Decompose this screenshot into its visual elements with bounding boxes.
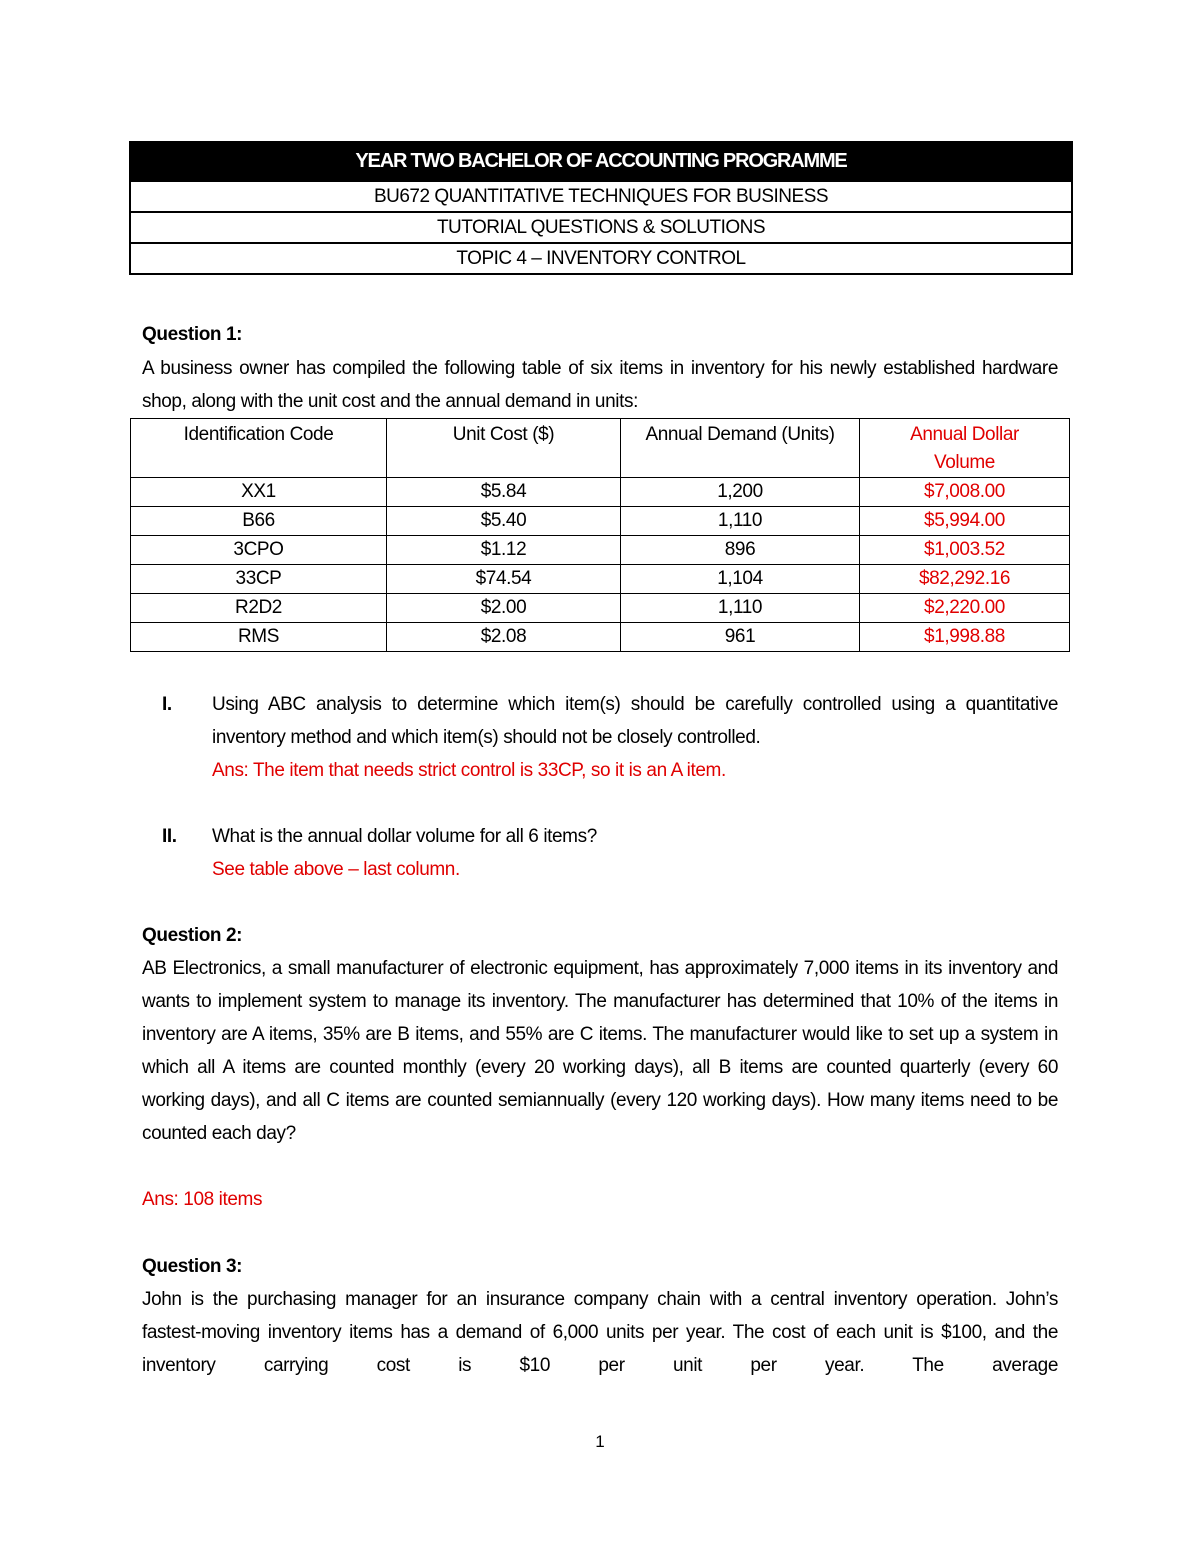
part-text: Using ABC analysis to determine which item(s) should be carefully controlled using a quantitative inventory method and which item(s) should not be closely controlled. [212, 694, 1058, 748]
programme-title: YEAR TWO BACHELOR OF ACCOUNTING PROGRAMME [131, 143, 1071, 180]
unit-cost: $2.00 [387, 594, 621, 623]
annual-demand: 1,104 [621, 565, 860, 594]
annual-demand: 1,110 [621, 594, 860, 623]
q2-answer: Ans: 108 items [142, 1189, 263, 1210]
part-number: I. [162, 694, 172, 715]
table-row [131, 478, 1070, 507]
col-header: Unit Cost ($) [387, 419, 621, 478]
item-code: 33CP [131, 565, 387, 594]
part-answer: See table above – last column. [212, 859, 460, 880]
item-code: XX1 [131, 478, 387, 507]
part-answer: Ans: The item that needs strict control is 33CP, so it is an A item. [212, 760, 726, 781]
annual-dollar-volume: $5,994.00 [860, 507, 1070, 536]
document-header [129, 141, 1073, 275]
table-row [131, 536, 1070, 565]
q3-text: John is the purchasing manager for an insurance company chain with a central inventory operation. John’s fastest-moving inventory items has a demand of 6,000 units per year. The cost of each unit is $100, and the inventory carrying cost is $10 per unit per year. The average [142, 1289, 1058, 1376]
item-code: R2D2 [131, 594, 387, 623]
unit-cost: $74.54 [387, 565, 621, 594]
part-number: II. [162, 826, 177, 847]
table-row [131, 623, 1070, 652]
inventory-table [130, 418, 1070, 652]
item-code: RMS [131, 623, 387, 652]
annual-demand: 1,110 [621, 507, 860, 536]
tutorial-title: TUTORIAL QUESTIONS & SOLUTIONS [131, 211, 1071, 242]
annual-dollar-volume: $2,220.00 [860, 594, 1070, 623]
page-number: 1 [595, 1432, 605, 1451]
q1-title: Question 1: [142, 324, 243, 345]
topic-title: TOPIC 4 – INVENTORY CONTROL [131, 242, 1071, 273]
annual-demand: 1,200 [621, 478, 860, 507]
q2-text: AB Electronics, a small manufacturer of electronic equipment, has approximately 7,000 items in its inventory and wants to implement system to manage its inventory. The manufacturer has determined that 10% of the items in inventory are A items, 35% are B items, and 55% are C items. The manufacturer would like to set up a system in which all A items are counted monthly (every 20 working days), all B items are counted quarterly (every 60 working days), and all C items are counted semiannually (every 120 working days). How many items need to be counted each day? [142, 958, 1058, 1144]
q3-title: Question 3: [142, 1256, 243, 1277]
annual-dollar-volume: $7,008.00 [860, 478, 1070, 507]
table-header-row [131, 419, 1070, 478]
col-header: Annual Dollar Volume [860, 419, 1070, 478]
item-code: 3CPO [131, 536, 387, 565]
q2-title: Question 2: [142, 925, 243, 946]
col-header: Identification Code [131, 419, 387, 478]
annual-dollar-volume: $1,998.88 [860, 623, 1070, 652]
unit-cost: $5.84 [387, 478, 621, 507]
unit-cost: $2.08 [387, 623, 621, 652]
unit-cost: $5.40 [387, 507, 621, 536]
part-text: What is the annual dollar volume for all 6 items? [212, 826, 597, 847]
q1-text: A business owner has compiled the following table of six items in inventory for his newly established hardware shop, along with the unit cost and the annual demand in units: [142, 358, 1058, 412]
table-row [131, 594, 1070, 623]
annual-demand: 961 [621, 623, 860, 652]
unit-cost: $1.12 [387, 536, 621, 565]
table-row [131, 507, 1070, 536]
annual-demand: 896 [621, 536, 860, 565]
course-title: BU672 QUANTITATIVE TECHNIQUES FOR BUSINESS [131, 180, 1071, 211]
annual-dollar-volume: $1,003.52 [860, 536, 1070, 565]
item-code: B66 [131, 507, 387, 536]
annual-dollar-volume: $82,292.16 [860, 565, 1070, 594]
table-row [131, 565, 1070, 594]
col-header: Annual Demand (Units) [621, 419, 860, 478]
